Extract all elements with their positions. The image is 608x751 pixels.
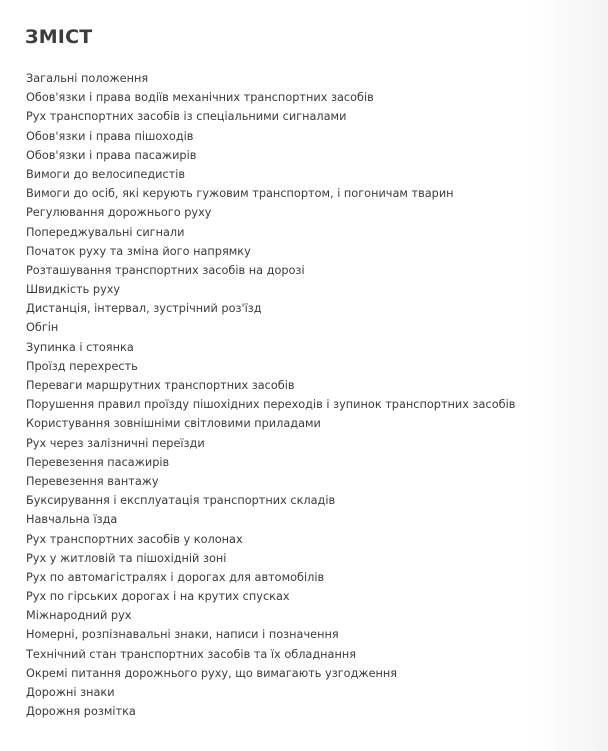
toc-item[interactable]: Перевезення пасажирів bbox=[26, 455, 170, 469]
toc-item[interactable]: Порушення правил проїзду пішохідних переходів і зупинок транспортних засобів bbox=[26, 398, 516, 412]
toc-item[interactable]: Обов'язки і права водіїв механічних транспортних засобів bbox=[26, 91, 374, 105]
toc-item[interactable]: Міжнародний рух bbox=[26, 609, 132, 623]
toc-item[interactable]: Вимоги до осіб, які керують гужовим транспортом, і погоничам тварин bbox=[26, 187, 454, 201]
toc-item[interactable]: Обгін bbox=[26, 321, 59, 335]
toc-item[interactable]: Окремі питання дорожнього руху, що вимагають узгодження bbox=[26, 666, 398, 680]
toc-item[interactable]: Рух по гірських дорогах і на крутих спусках bbox=[26, 590, 290, 604]
toc-item[interactable]: Швидкість руху bbox=[26, 283, 121, 297]
toc-item[interactable]: Користування зовнішніми світловими приладами bbox=[26, 417, 321, 431]
toc-item[interactable]: Регулювання дорожнього руху bbox=[26, 206, 212, 220]
toc-item[interactable]: Початок руху та зміна його напрямку bbox=[26, 244, 251, 258]
table-of-contents bbox=[26, 69, 515, 721]
toc-item[interactable]: Зупинка і стоянка bbox=[26, 340, 134, 354]
toc-item[interactable]: Попереджувальні сигнали bbox=[26, 225, 185, 239]
toc-item[interactable]: Обов'язки і права пасажирів bbox=[26, 148, 197, 162]
toc-item[interactable]: Рух транспортних засобів із спеціальними сигналами bbox=[26, 110, 347, 124]
toc-item[interactable]: Навчальна їзда bbox=[26, 513, 118, 527]
toc-item[interactable]: Рух транспортних засобів у колонах bbox=[26, 532, 243, 546]
toc-item[interactable]: Загальні положення bbox=[26, 72, 149, 85]
toc-item[interactable]: Рух через залізничні переїзди bbox=[26, 436, 205, 450]
page-title: ЗМІСТ bbox=[25, 26, 93, 48]
toc-item[interactable]: Розташування транспортних засобів на дорозі bbox=[26, 263, 305, 277]
toc-item[interactable]: Дистанція, інтервал, зустрічний роз'їзд bbox=[26, 302, 262, 316]
toc-item[interactable]: Перевезення вантажу bbox=[26, 474, 159, 488]
toc-item[interactable]: Дорожні знаки bbox=[26, 686, 115, 699]
toc-item[interactable]: Технічний стан транспортних засобів та їх обладнання bbox=[26, 647, 357, 661]
toc-item[interactable]: Вимоги до велосипедистів bbox=[26, 167, 186, 181]
toc-item[interactable]: Проїзд перехресть bbox=[26, 359, 138, 373]
toc-item[interactable]: Переваги маршрутних транспортних засобів bbox=[26, 379, 295, 392]
toc-item[interactable]: Буксирування і експлуатація транспортних складів bbox=[26, 494, 336, 508]
toc-item[interactable]: Дорожня розмітка bbox=[26, 705, 136, 719]
toc-item[interactable]: Рух у житловій та пішохідній зоні bbox=[26, 551, 227, 565]
toc-item[interactable]: Номерні, розпізнавальні знаки, написи і позначення bbox=[26, 628, 339, 642]
toc-item[interactable]: Обов'язки і права пішоходів bbox=[26, 129, 194, 143]
toc-item[interactable]: Рух по автомагістралях і дорогах для автомобілів bbox=[26, 570, 325, 584]
